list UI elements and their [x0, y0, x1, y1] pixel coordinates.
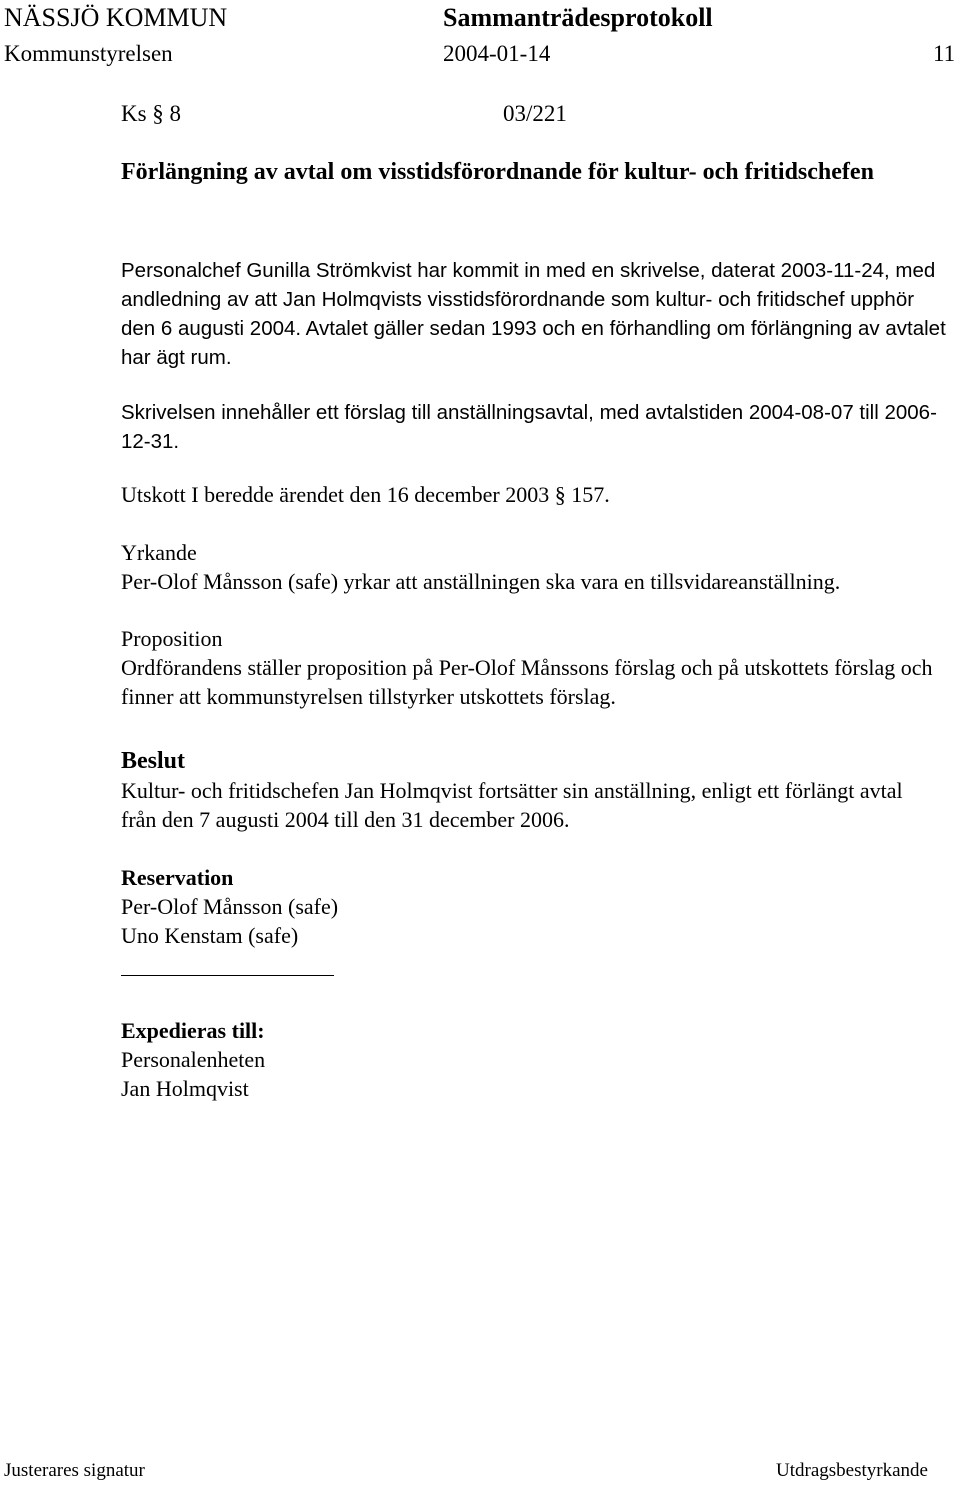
- case-reference: 03/221: [503, 101, 567, 126]
- paragraph-text: Personalchef Gunilla Strömkvist har kommit in med en skrivelse, daterat 2003-11-24, med andledning av att Jan Holmqvists visstidsförordnande som kultur- och fritidschef upphör den 6 augusti 2004. Avtalet gäller sedan 1993 och en förhandling om förlängning av avtalet har ägt rum.: [121, 259, 946, 369]
- section-heading: Beslut: [121, 748, 186, 774]
- section-divider: [121, 975, 334, 976]
- page-number: 11: [933, 41, 956, 66]
- recipient: Personalenheten: [121, 1047, 266, 1072]
- footer-certification-label: Utdragsbestyrkande: [776, 1460, 928, 1481]
- paragraph-committee: [121, 480, 941, 509]
- section-yrkande: [121, 538, 941, 596]
- section-heading: Expedieras till:: [121, 1018, 265, 1043]
- section-text: Per-Olof Månsson (safe) yrkar att anställningen ska vara en tillsvidareanställning.: [121, 569, 841, 594]
- section-text: Kultur- och fritidschefen Jan Holmqvist fortsätter sin anställning, enligt ett förlängt avtal från den 7 augusti 2004 till den 31 december 2006.: [121, 778, 903, 832]
- paragraph-background: [121, 256, 951, 372]
- reservation-name: Uno Kenstam (safe): [121, 923, 299, 948]
- recipient: Jan Holmqvist: [121, 1076, 249, 1101]
- section-heading: Yrkande: [121, 540, 197, 565]
- paragraph-proposal: [121, 398, 951, 456]
- section-beslut: [121, 746, 941, 834]
- section-heading: Reservation: [121, 865, 234, 890]
- section-expedieras: [121, 1016, 941, 1103]
- footer-signature-label: Justerares signatur: [4, 1460, 145, 1481]
- paragraph-text: Utskott I beredde ärendet den 16 december 2003 § 157.: [121, 482, 610, 507]
- department-name: Kommunstyrelsen: [4, 41, 173, 66]
- section-reservation: [121, 863, 941, 950]
- meeting-date: 2004-01-14: [443, 41, 551, 66]
- section-text: Ordförandens ställer proposition på Per-Olof Månssons förslag och på utskottets förslag och finner att kommunstyrelsen tillstyrker utskottets förslag.: [121, 655, 933, 709]
- reservation-name: Per-Olof Månsson (safe): [121, 894, 339, 919]
- section-proposition: [121, 624, 941, 711]
- document-type: Sammanträdesprotokoll: [443, 3, 713, 32]
- section-heading: Proposition: [121, 626, 223, 651]
- paragraph-text: Skrivelsen innehåller ett förslag till anställningsavtal, med avtalstiden 2004-08-07 till 2006-12-31.: [121, 401, 937, 453]
- organization-name: NÄSSJÖ KOMMUN: [4, 3, 228, 32]
- case-number: Ks § 8: [121, 101, 182, 126]
- case-title: Förlängning av avtal om visstidsförordnande för kultur- och fritidschefen: [121, 159, 874, 185]
